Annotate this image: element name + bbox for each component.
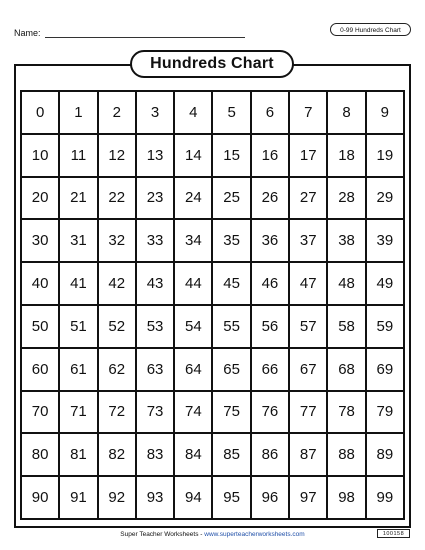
chart-cell-17: 17 (290, 135, 328, 178)
chart-cell-68: 68 (328, 349, 366, 392)
chart-cell-79: 79 (367, 392, 405, 435)
chart-cell-49: 49 (367, 263, 405, 306)
chart-cell-22: 22 (99, 178, 137, 221)
name-label: Name: (14, 28, 41, 38)
chart-cell-96: 96 (252, 477, 290, 520)
chart-cell-67: 67 (290, 349, 328, 392)
chart-cell-5: 5 (213, 92, 251, 135)
chart-cell-10: 10 (22, 135, 60, 178)
chart-cell-33: 33 (137, 220, 175, 263)
chart-cell-78: 78 (328, 392, 366, 435)
footer (0, 531, 425, 538)
chart-cell-48: 48 (328, 263, 366, 306)
chart-cell-60: 60 (22, 349, 60, 392)
hundreds-grid (20, 90, 405, 520)
chart-cell-40: 40 (22, 263, 60, 306)
chart-cell-73: 73 (137, 392, 175, 435)
chart-cell-83: 83 (137, 434, 175, 477)
chart-cell-64: 64 (175, 349, 213, 392)
chart-cell-62: 62 (99, 349, 137, 392)
chart-cell-13: 13 (137, 135, 175, 178)
chart-cell-99: 99 (367, 477, 405, 520)
chart-cell-27: 27 (290, 178, 328, 221)
chart-cell-56: 56 (252, 306, 290, 349)
chart-cell-44: 44 (175, 263, 213, 306)
chart-cell-86: 86 (252, 434, 290, 477)
chart-cell-84: 84 (175, 434, 213, 477)
chart-cell-90: 90 (22, 477, 60, 520)
chart-cell-30: 30 (22, 220, 60, 263)
name-underline[interactable] (45, 29, 245, 38)
chart-cell-3: 3 (137, 92, 175, 135)
chart-cell-95: 95 (213, 477, 251, 520)
chart-cell-18: 18 (328, 135, 366, 178)
chart-cell-57: 57 (290, 306, 328, 349)
chart-cell-11: 11 (60, 135, 98, 178)
chart-cell-91: 91 (60, 477, 98, 520)
chart-cell-76: 76 (252, 392, 290, 435)
chart-cell-85: 85 (213, 434, 251, 477)
chart-cell-75: 75 (213, 392, 251, 435)
chart-cell-55: 55 (213, 306, 251, 349)
chart-cell-6: 6 (252, 92, 290, 135)
chart-cell-53: 53 (137, 306, 175, 349)
chart-cell-51: 51 (60, 306, 98, 349)
chart-cell-38: 38 (328, 220, 366, 263)
chart-cell-89: 89 (367, 434, 405, 477)
chart-cell-54: 54 (175, 306, 213, 349)
chart-cell-59: 59 (367, 306, 405, 349)
chart-cell-77: 77 (290, 392, 328, 435)
chart-cell-41: 41 (60, 263, 98, 306)
chart-cell-37: 37 (290, 220, 328, 263)
chart-cell-12: 12 (99, 135, 137, 178)
chart-cell-23: 23 (137, 178, 175, 221)
chart-cell-58: 58 (328, 306, 366, 349)
page-title: Hundreds Chart (130, 50, 294, 78)
chart-cell-26: 26 (252, 178, 290, 221)
chart-cell-21: 21 (60, 178, 98, 221)
chart-cell-34: 34 (175, 220, 213, 263)
chart-cell-94: 94 (175, 477, 213, 520)
chart-cell-14: 14 (175, 135, 213, 178)
chart-cell-45: 45 (213, 263, 251, 306)
chart-cell-15: 15 (213, 135, 251, 178)
chart-cell-52: 52 (99, 306, 137, 349)
chart-cell-87: 87 (290, 434, 328, 477)
chart-cell-63: 63 (137, 349, 175, 392)
chart-cell-29: 29 (367, 178, 405, 221)
chart-cell-50: 50 (22, 306, 60, 349)
chart-cell-9: 9 (367, 92, 405, 135)
chart-cell-66: 66 (252, 349, 290, 392)
chart-cell-97: 97 (290, 477, 328, 520)
chart-cell-71: 71 (60, 392, 98, 435)
chart-cell-81: 81 (60, 434, 98, 477)
chart-cell-82: 82 (99, 434, 137, 477)
chart-cell-80: 80 (22, 434, 60, 477)
chart-cell-98: 98 (328, 477, 366, 520)
chart-cell-8: 8 (328, 92, 366, 135)
chart-cell-24: 24 (175, 178, 213, 221)
chart-cell-0: 0 (22, 92, 60, 135)
chart-cell-1: 1 (60, 92, 98, 135)
footer-url[interactable]: www.superteacherworksheets.com (204, 531, 305, 538)
chart-cell-28: 28 (328, 178, 366, 221)
chart-cell-25: 25 (213, 178, 251, 221)
chart-range-badge: 0-99 Hundreds Chart (330, 23, 411, 36)
chart-cell-36: 36 (252, 220, 290, 263)
chart-cell-32: 32 (99, 220, 137, 263)
chart-cell-70: 70 (22, 392, 60, 435)
chart-cell-72: 72 (99, 392, 137, 435)
chart-cell-2: 2 (99, 92, 137, 135)
chart-cell-65: 65 (213, 349, 251, 392)
chart-cell-19: 19 (367, 135, 405, 178)
chart-cell-31: 31 (60, 220, 98, 263)
chart-cell-39: 39 (367, 220, 405, 263)
chart-cell-35: 35 (213, 220, 251, 263)
chart-cell-16: 16 (252, 135, 290, 178)
chart-cell-4: 4 (175, 92, 213, 135)
chart-cell-74: 74 (175, 392, 213, 435)
chart-cell-61: 61 (60, 349, 98, 392)
chart-cell-69: 69 (367, 349, 405, 392)
chart-cell-42: 42 (99, 263, 137, 306)
chart-cell-46: 46 (252, 263, 290, 306)
chart-cell-93: 93 (137, 477, 175, 520)
chart-cell-92: 92 (99, 477, 137, 520)
name-field[interactable] (14, 28, 245, 38)
chart-cell-43: 43 (137, 263, 175, 306)
chart-cell-88: 88 (328, 434, 366, 477)
footer-brand: Super Teacher Worksheets - (120, 531, 205, 538)
chart-cell-7: 7 (290, 92, 328, 135)
chart-cell-20: 20 (22, 178, 60, 221)
worksheet-code: 100158 (377, 529, 410, 538)
chart-cell-47: 47 (290, 263, 328, 306)
